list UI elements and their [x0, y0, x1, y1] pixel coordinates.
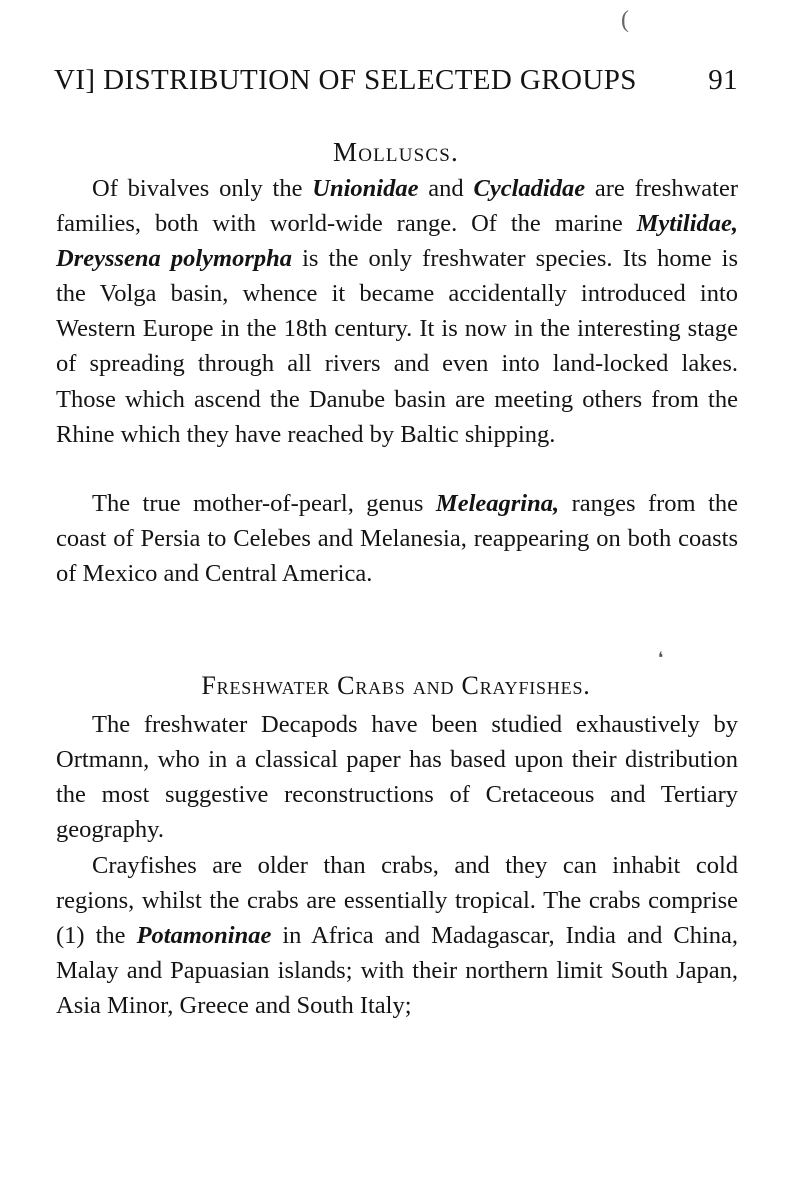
text-run: is the only freshwater species. Its home is the Volga basin, whence it became accidentally introduced into Western Europe in the 18th century. It is now in the interesting stage of spreading through all rivers and even into land-locked lakes. Those which ascend the Danube basin are meeting others from the Rhine which they have reached by Baltic shipping. [56, 245, 739, 448]
text-run: are freshwater families, both with world-wide range. Of the marine [56, 175, 738, 238]
section-heading-crabs: Freshwater Crabs and Crayfishes. [201, 671, 591, 700]
paragraph [56, 707, 738, 847]
page-number: 91 [708, 64, 738, 96]
paragraph [56, 171, 738, 452]
taxon-name: Cycladidae [473, 175, 586, 202]
text-run: The true mother-of-pearl, genus [92, 490, 436, 517]
margin-mark: ( [621, 7, 629, 33]
running-head [54, 66, 738, 95]
chapter-number: VI] [54, 64, 96, 96]
paragraph [56, 848, 738, 1023]
running-head-left [54, 66, 637, 95]
text-run: ranges from the coast of Persia to Celebes and Melanesia, reappearing on both coasts of Mexico and Central America. [56, 490, 738, 588]
paragraph [56, 486, 738, 591]
text-run: Of bivalves only the [92, 175, 313, 202]
text-run: Crayfishes are older than crabs, and they can inhabit cold regions, whilst the crabs are essentially tropical. The crabs comprise (1) the [56, 852, 738, 950]
text-run: and [418, 175, 474, 202]
text-run: The freshwater Decapods have been studied exhaustively by Ortmann, who in a classical paper has based upon their distribution the most suggestive reconstructions of Cretaceous and Tertiary geography. [56, 711, 738, 844]
taxon-name: Meleagrina, [435, 490, 560, 517]
text-run: in Africa and Madagascar, India and China, Malay and Papuasian islands; with their northern limit South Japan, Asia Minor, Greece and South Italy; [56, 922, 739, 1020]
running-title: DISTRIBUTION OF SELECTED GROUPS [103, 64, 637, 96]
taxon-name: Unionidae [312, 175, 419, 202]
taxon-name: Potamoninae [136, 922, 272, 950]
taxon-name: Mytilidae, Dreyssena polymorpha [56, 210, 738, 273]
section-heading-molluscs: Molluscs. [332, 137, 460, 167]
ink-speck: ❛ [658, 650, 664, 667]
